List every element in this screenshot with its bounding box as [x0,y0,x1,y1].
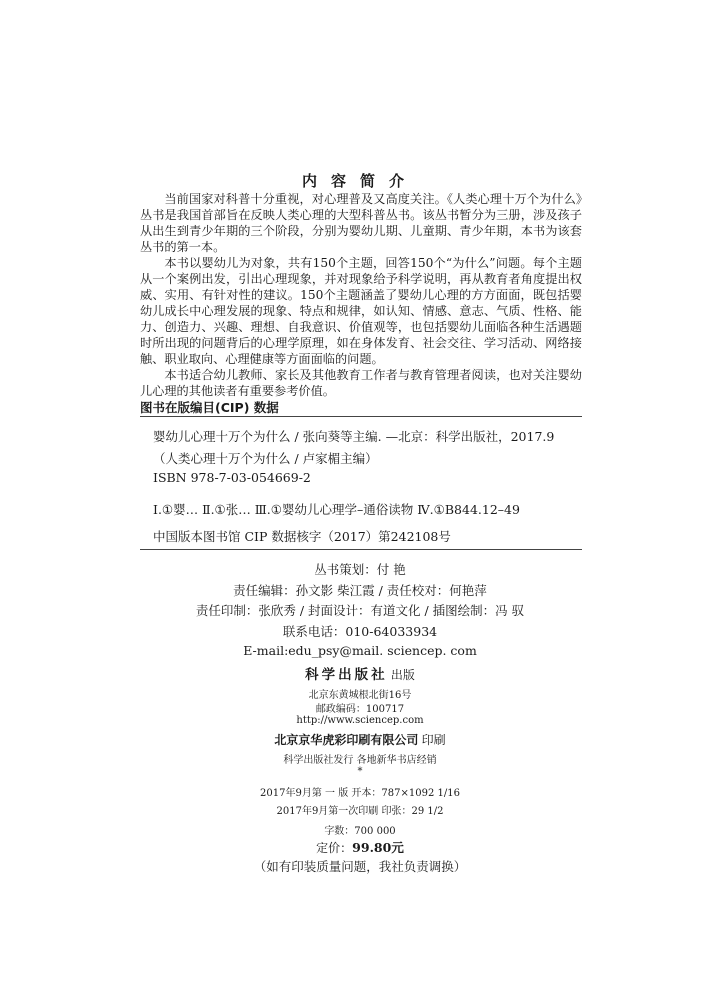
intro-paragraph: 本书适合幼儿教师、家长及其他教育工作者与教育管理者阅读，也对关注婴幼儿心理的其他读者有重要参考价值。 [140,368,582,398]
cip-series-line: （人类心理十万个为什么 / 卢家楣主编） [153,451,378,466]
printer-line [0,731,720,748]
cip-top-rule [140,416,582,417]
publisher-website: http://www.sciencep.com [296,715,424,726]
production-credits: 责任印制：张欣秀 / 封面设计：有道文化 / 插图绘制：冯 驭 [195,603,525,618]
contact-email: E-mail:edu_psy@mail. sciencep. com [243,643,477,658]
series-planner: 丛书策划：付 艳 [314,562,406,577]
separator-star: * [357,766,363,777]
intro-paragraph: 当前国家对科普十分重视，对心理普及又高度关注。《人类心理十万个为什么》丛书是我国首部旨在反映人类心理的大型科普丛书。该丛书暂分为三册，涉及孩子从出生到青少年期的三个阶段，分别为婴幼儿期、儿童期、青少年期，本书为该套丛书的第一本。 [140,192,582,254]
publisher-line [0,663,720,683]
cip-number-line: 中国版本图书馆 CIP 数据核字（2017）第242108号 [153,529,451,544]
word-count: 字数：700 000 [324,826,396,837]
price-line [0,838,720,856]
cip-classification-line: Ⅰ.①婴… Ⅱ.①张… Ⅲ.①婴幼儿心理学–通俗读物 Ⅳ.①B844.12–49 [153,502,520,517]
cip-bottom-rule [140,549,582,550]
intro-paragraph: 本书以婴幼儿为对象，共有150个主题，回答150个“为什么”问题。每个主题从一个案例出发，引出心理现象，并对现象给予科学说明，再从教育者角度提出权威、实用、有针对性的建议。150个主题涵盖了婴幼儿心理的方方面面，既包括婴幼儿成长中心理发展的现象、特点和规律，如认知、情感、意志、气质、性格、能力、创造力、兴趣、理想、自我意识、价值观等，也包括婴幼儿面临各种生活遇题时所出现的问题背后的心理学原理，如在身体发育、社会交往、学习活动、网络接触、职业取向、心理健康等方面面临的问题。 [140,256,582,366]
price-label: 定价： [316,841,353,855]
intro-body [140,191,582,399]
edition-line: 2017年9月第 一 版 开本：787×1092 1/16 [260,788,460,799]
printer-suffix: 印刷 [421,733,446,747]
price-value: 99.80元 [352,840,404,855]
publisher-address: 北京东黄城根北街16号 [308,690,412,701]
cip-heading: 图书在版编目(CIP) 数据 [140,400,279,415]
publisher-postcode: 邮政编码：100717 [315,704,405,715]
cip-isbn-line: ISBN 978-7-03-054669-2 [153,470,311,485]
publisher-suffix: 出版 [390,668,415,682]
printer-name: 北京京华虎彩印刷有限公司 [274,733,419,747]
quality-note: （如有印装质量问题，我社负责调换） [253,859,467,874]
publisher-name: 科学出版社 [305,667,388,683]
responsible-editors: 责任编辑：孙文影 柴江霞 / 责任校对：何艳萍 [233,583,487,598]
printing-line: 2017年9月第一次印刷 印张：29 1/2 [276,806,444,817]
cip-title-line: 婴幼儿心理十万个为什么 / 张向葵等主编. —北京：科学出版社，2017.9 [153,429,555,444]
intro-title: 内容简介 [301,172,418,190]
contact-phone: 联系电话：010-64033934 [282,624,438,639]
distribution-line: 科学出版社发行 各地新华书店经销 [283,755,437,766]
